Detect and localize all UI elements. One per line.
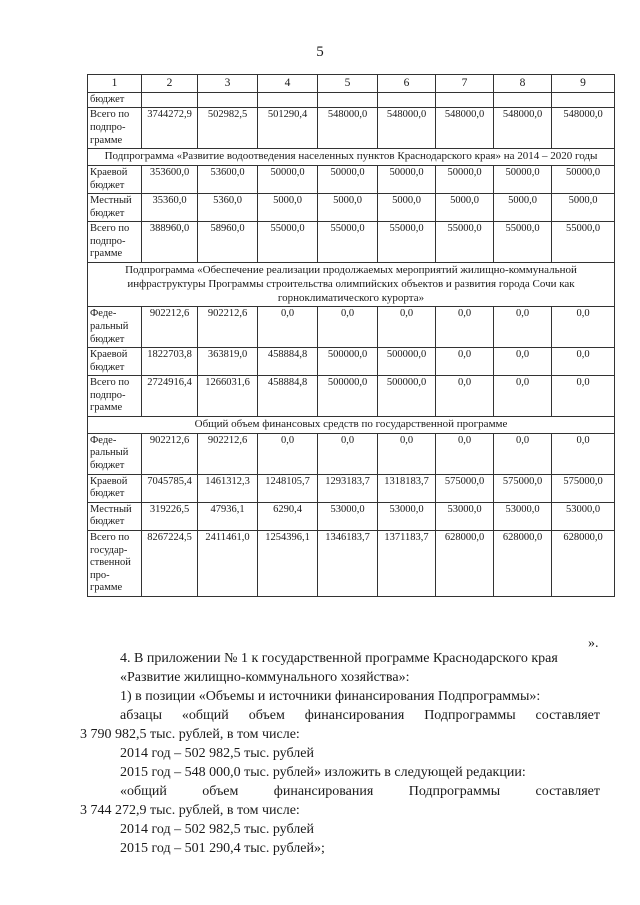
closing-quote: ». <box>588 636 599 651</box>
table-row <box>88 165 615 193</box>
value-cell: 500000,0 <box>378 376 436 417</box>
text-line: 2015 год – 548 000,0 тыс. рублей» изложить в следующей редакции: <box>120 765 526 780</box>
text-line: абзацы «общий объем финансирования Подпрограммы составляет <box>120 708 600 723</box>
value-cell: 458884,8 <box>258 348 318 376</box>
table-row <box>88 376 615 417</box>
value-cell: 53000,0 <box>552 502 615 530</box>
value-cell <box>436 92 494 108</box>
value-cell: 0,0 <box>258 307 318 348</box>
value-cell: 55000,0 <box>318 222 378 263</box>
column-header: 4 <box>258 75 318 93</box>
value-cell: 500000,0 <box>378 348 436 376</box>
row-label: Всего по государ-ственной про-грамме <box>88 530 142 596</box>
value-cell: 53000,0 <box>378 502 436 530</box>
row-label: Краевой бюджет <box>88 165 142 193</box>
table-header-row <box>88 75 615 93</box>
value-cell: 55000,0 <box>436 222 494 263</box>
value-cell: 7045785,4 <box>142 474 198 502</box>
row-label: Всего по подпро-грамме <box>88 222 142 263</box>
value-cell: 47936,1 <box>198 502 258 530</box>
value-cell: 0,0 <box>494 376 552 417</box>
value-cell: 0,0 <box>494 307 552 348</box>
value-cell: 628000,0 <box>494 530 552 596</box>
value-cell: 902212,6 <box>198 433 258 474</box>
value-cell: 5360,0 <box>198 194 258 222</box>
value-cell: 0,0 <box>552 348 615 376</box>
value-cell: 55000,0 <box>378 222 436 263</box>
value-cell: 1254396,1 <box>258 530 318 596</box>
value-cell: 2724916,4 <box>142 376 198 417</box>
column-header: 9 <box>552 75 615 93</box>
text-line: 3 744 272,9 тыс. рублей, в том числе: <box>80 803 300 818</box>
text-line: «общий объем финансирования Подпрограммы составляет <box>120 784 600 799</box>
value-cell <box>494 92 552 108</box>
text-line: 3 790 982,5 тыс. рублей, в том числе: <box>80 727 300 742</box>
value-cell: 0,0 <box>378 307 436 348</box>
column-header: 7 <box>436 75 494 93</box>
page-number: 5 <box>316 44 324 60</box>
text-line: 2015 год – 501 290,4 тыс. рублей»; <box>120 841 325 856</box>
value-cell: 1318183,7 <box>378 474 436 502</box>
value-cell: 628000,0 <box>552 530 615 596</box>
value-cell: 902212,6 <box>142 307 198 348</box>
value-cell: 35360,0 <box>142 194 198 222</box>
value-cell: 53600,0 <box>198 165 258 193</box>
value-cell: 58960,0 <box>198 222 258 263</box>
table-row <box>88 348 615 376</box>
value-cell: 53000,0 <box>318 502 378 530</box>
value-cell: 0,0 <box>436 348 494 376</box>
value-cell: 1371183,7 <box>378 530 436 596</box>
value-cell: 0,0 <box>436 433 494 474</box>
value-cell: 548000,0 <box>318 108 378 149</box>
value-cell: 548000,0 <box>436 108 494 149</box>
value-cell <box>552 92 615 108</box>
financing-table <box>87 74 615 597</box>
value-cell <box>318 92 378 108</box>
value-cell: 363819,0 <box>198 348 258 376</box>
table-row <box>88 222 615 263</box>
value-cell: 5000,0 <box>318 194 378 222</box>
value-cell: 50000,0 <box>258 165 318 193</box>
value-cell: 575000,0 <box>494 474 552 502</box>
value-cell: 55000,0 <box>552 222 615 263</box>
row-label: Местный бюджет <box>88 502 142 530</box>
value-cell: 501290,4 <box>258 108 318 149</box>
value-cell <box>142 92 198 108</box>
column-header: 3 <box>198 75 258 93</box>
value-cell: 902212,6 <box>142 433 198 474</box>
table-row <box>88 502 615 530</box>
value-cell: 5000,0 <box>378 194 436 222</box>
value-cell: 53000,0 <box>494 502 552 530</box>
value-cell: 50000,0 <box>318 165 378 193</box>
table-row <box>88 307 615 348</box>
value-cell: 0,0 <box>318 433 378 474</box>
table-row <box>88 92 615 108</box>
value-cell: 50000,0 <box>378 165 436 193</box>
column-header: 1 <box>88 75 142 93</box>
column-header: 5 <box>318 75 378 93</box>
table-row <box>88 194 615 222</box>
text-line: «Развитие жилищно-коммунального хозяйства»: <box>120 670 410 685</box>
row-label: Феде-ральный бюджет <box>88 307 142 348</box>
value-cell: 55000,0 <box>494 222 552 263</box>
value-cell <box>378 92 436 108</box>
text-line: 1) в позиции «Объемы и источники финансирования Подпрограммы»: <box>120 689 541 704</box>
value-cell: 628000,0 <box>436 530 494 596</box>
value-cell: 902212,6 <box>198 307 258 348</box>
section-row <box>88 149 615 166</box>
value-cell: 0,0 <box>378 433 436 474</box>
value-cell: 5000,0 <box>436 194 494 222</box>
value-cell: 1266031,6 <box>198 376 258 417</box>
value-cell: 0,0 <box>258 433 318 474</box>
value-cell: 353600,0 <box>142 165 198 193</box>
table-row <box>88 530 615 596</box>
value-cell: 5000,0 <box>258 194 318 222</box>
value-cell: 53000,0 <box>436 502 494 530</box>
value-cell: 458884,8 <box>258 376 318 417</box>
value-cell: 5000,0 <box>552 194 615 222</box>
value-cell: 1248105,7 <box>258 474 318 502</box>
value-cell: 5000,0 <box>494 194 552 222</box>
section-title: Подпрограмма «Обеспечение реализации продолжаемых мероприятий жилищно-коммунальной инфраструктуры Программы строительства олимпийских объектов и развития города Сочи как горноклиматического курорта» <box>88 263 615 307</box>
value-cell: 548000,0 <box>552 108 615 149</box>
section-row <box>88 263 615 307</box>
value-cell: 548000,0 <box>494 108 552 149</box>
value-cell: 500000,0 <box>318 376 378 417</box>
value-cell: 1293183,7 <box>318 474 378 502</box>
text-line: 2014 год – 502 982,5 тыс. рублей <box>120 746 314 761</box>
column-header: 6 <box>378 75 436 93</box>
row-label: Всего по подпро-грамме <box>88 108 142 149</box>
value-cell: 50000,0 <box>552 165 615 193</box>
value-cell: 319226,5 <box>142 502 198 530</box>
value-cell: 500000,0 <box>318 348 378 376</box>
value-cell: 388960,0 <box>142 222 198 263</box>
row-label: Краевой бюджет <box>88 474 142 502</box>
row-label: Феде-ральный бюджет <box>88 433 142 474</box>
value-cell: 0,0 <box>494 433 552 474</box>
text-line: 2014 год – 502 982,5 тыс. рублей <box>120 822 314 837</box>
row-label: Краевой бюджет <box>88 348 142 376</box>
value-cell: 575000,0 <box>436 474 494 502</box>
value-cell: 0,0 <box>318 307 378 348</box>
table-row <box>88 433 615 474</box>
value-cell: 55000,0 <box>258 222 318 263</box>
value-cell: 0,0 <box>552 307 615 348</box>
value-cell: 0,0 <box>436 307 494 348</box>
column-header: 8 <box>494 75 552 93</box>
section-row <box>88 417 615 434</box>
value-cell: 1461312,3 <box>198 474 258 502</box>
value-cell: 50000,0 <box>436 165 494 193</box>
value-cell: 50000,0 <box>494 165 552 193</box>
value-cell: 8267224,5 <box>142 530 198 596</box>
row-label: Всего по подпро-грамме <box>88 376 142 417</box>
value-cell: 0,0 <box>494 348 552 376</box>
value-cell: 0,0 <box>436 376 494 417</box>
text-line: 4. В приложении № 1 к государственной программе Краснодарского края <box>120 651 558 666</box>
section-title: Подпрограмма «Развитие водоотведения населенных пунктов Краснодарского края» на 2014 – 2020 годы <box>88 149 615 166</box>
value-cell: 0,0 <box>552 433 615 474</box>
value-cell <box>258 92 318 108</box>
row-label: Местный бюджет <box>88 194 142 222</box>
value-cell: 502982,5 <box>198 108 258 149</box>
column-header: 2 <box>142 75 198 93</box>
value-cell: 1346183,7 <box>318 530 378 596</box>
table-row <box>88 474 615 502</box>
section-title: Общий объем финансовых средств по государственной программе <box>88 417 615 434</box>
value-cell: 548000,0 <box>378 108 436 149</box>
value-cell: 0,0 <box>552 376 615 417</box>
value-cell <box>198 92 258 108</box>
value-cell: 6290,4 <box>258 502 318 530</box>
table-row <box>88 108 615 149</box>
row-label: бюджет <box>88 92 142 108</box>
value-cell: 575000,0 <box>552 474 615 502</box>
value-cell: 3744272,9 <box>142 108 198 149</box>
value-cell: 2411461,0 <box>198 530 258 596</box>
value-cell: 1822703,8 <box>142 348 198 376</box>
